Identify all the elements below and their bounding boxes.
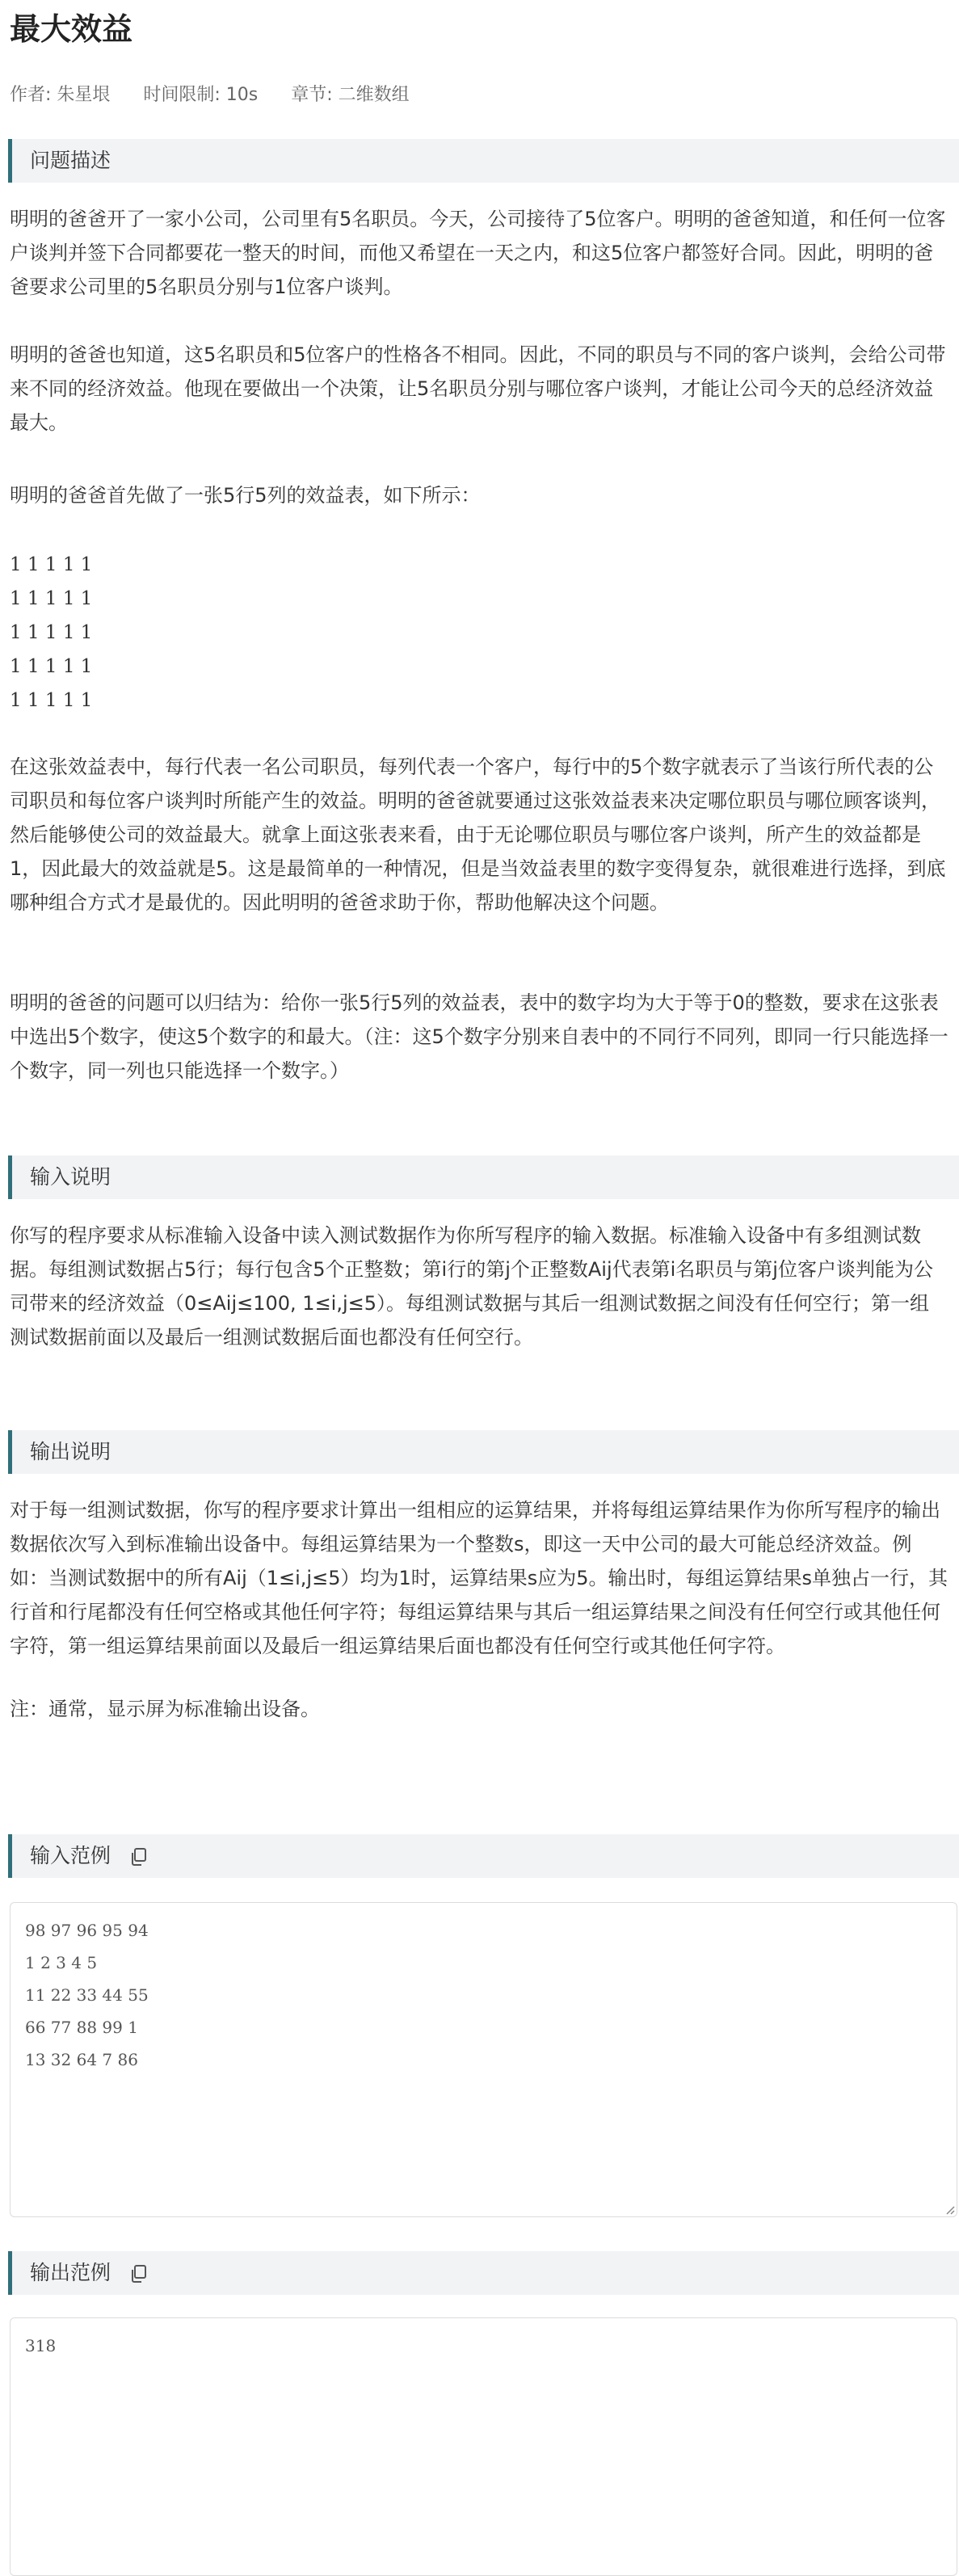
- input-sample-line: 13 32 64 7 86: [25, 2050, 138, 2069]
- section-header-input: [8, 1155, 959, 1199]
- description-paragraph-3: 明明的爸爸首先做了一张5行5列的效益表，如下所示：: [10, 484, 481, 507]
- benefit-table-row: 1 1 1 1 1: [10, 622, 93, 643]
- input-sample-line: 11 22 33 44 55: [25, 1985, 149, 2005]
- benefit-table-row: 1 1 1 1 1: [10, 656, 93, 677]
- input-sample-box[interactable]: [10, 1902, 957, 2217]
- author-info: 作者: 朱星垠: [10, 85, 111, 105]
- section-title-input-sample: 输入范例: [30, 1844, 111, 1867]
- copy-icon[interactable]: [130, 1847, 148, 1867]
- output-note: 注：通常，显示屏为标准输出设备。: [10, 1698, 320, 1720]
- output-sample-line: 318: [25, 2336, 57, 2355]
- output-sample-box[interactable]: [10, 2317, 957, 2576]
- section-header-input-sample: [8, 1834, 959, 1878]
- input-sample-line: 66 77 88 99 1: [25, 2018, 138, 2037]
- time-limit-info: 时间限制: 10s: [143, 85, 259, 105]
- resize-grip-icon[interactable]: [944, 2203, 955, 2215]
- description-paragraph-1: 明明的爸爸开了一家小公司，公司里有5名职员。今天，公司接待了5位客户。明明的爸爸知道，和任何一位客户谈判并签下合同都要花一整天的时间，而他又希望在一天之内，和这5位客户都签好合同。因此，明明的爸爸要求公司里的5名职员分别与1位客户谈判。: [10, 208, 946, 298]
- section-header-description: [8, 139, 959, 183]
- section-title-input: 输入说明: [30, 1165, 111, 1189]
- benefit-table-row: 1 1 1 1 1: [10, 690, 93, 711]
- description-paragraph-2: 明明的爸爸也知道，这5名职员和5位客户的性格各不相同。因此，不同的职员与不同的客户谈判，会给公司带来不同的经济效益。他现在要做出一个决策，让5名职员分别与哪位客户谈判，才能让公司今天的总经济效益最大。: [10, 343, 946, 434]
- chapter-info: 章节: 二维数组: [291, 85, 410, 105]
- input-sample-line: 98 97 96 95 94: [25, 1921, 149, 1940]
- output-description: 对于每一组测试数据，你写的程序要求计算出一组相应的运算结果，并将每组运算结果作为你所写程序的输出数据依次写入到标准输出设备中。每组运算结果为一个整数s，即这一天中公司的最大可能总经济效益。例如：当测试数据中的所有Aij（1≤i,j≤5）均为1时，运算结果s应为5。输出时，每组运算结果s单独占一行，其行首和行尾都没有任何空格或其他任何字符；每组运算结果与其后一组运算结果之间没有任何空行或其他任何字符，第一组运算结果前面以及最后一组运算结果后面也都没有任何空行或其他任何字符。: [10, 1499, 948, 1657]
- input-description: 你写的程序要求从标准输入设备中读入测试数据作为你所写程序的输入数据。标准输入设备中有多组测试数据。每组测试数据占5行；每行包含5个正整数；第i行的第j个正整数Aij代表第i名职员与第j位客户谈判能为公司带来的经济效益（0≤Aij≤100, 1≤i,j≤5）。每组测试数据与其后一组测试数据之间没有任何空行；第一组测试数据前面以及最后一组测试数据后面也都没有任何空行。: [10, 1224, 933, 1349]
- section-header-output-sample: [8, 2251, 959, 2295]
- benefit-table-row: 1 1 1 1 1: [10, 588, 93, 609]
- section-title-output: 输出说明: [30, 1440, 111, 1463]
- problem-meta: [10, 79, 437, 112]
- input-sample-line: 1 2 3 4 5: [25, 1953, 98, 1972]
- description-paragraph-5: 明明的爸爸的问题可以归结为：给你一张5行5列的效益表，表中的数字均为大于等于0的整数，要求在这张表中选出5个数字，使这5个数字的和最大。（注：这5个数字分别来自表中的不同行不同列，即同一行只能选择一个数字，同一列也只能选择一个数字。）: [10, 991, 948, 1082]
- page-title: 最大效益: [10, 11, 133, 47]
- section-title-output-sample: 输出范例: [30, 2261, 111, 2284]
- copy-icon[interactable]: [130, 2264, 148, 2283]
- section-title-description: 问题描述: [30, 149, 111, 172]
- description-paragraph-4: 在这张效益表中，每行代表一名公司职员，每列代表一个客户，每行中的5个数字就表示了当该行所代表的公司职员和每位客户谈判时所能产生的效益。明明的爸爸就要通过这张效益表来决定哪位职员与哪位顾客谈判，然后能够使公司的效益最大。就拿上面这张表来看，由于无论哪位职员与哪位客户谈判，所产生的效益都是1，因此最大的效益就是5。这是最简单的一种情况，但是当效益表里的数字变得复杂，就很难进行选择，到底哪种组合方式才是最优的。因此明明的爸爸求助于你，帮助他解决这个问题。: [10, 756, 946, 914]
- benefit-table-example: [10, 548, 333, 718]
- benefit-table-row: 1 1 1 1 1: [10, 554, 93, 575]
- section-header-output: [8, 1430, 959, 1474]
